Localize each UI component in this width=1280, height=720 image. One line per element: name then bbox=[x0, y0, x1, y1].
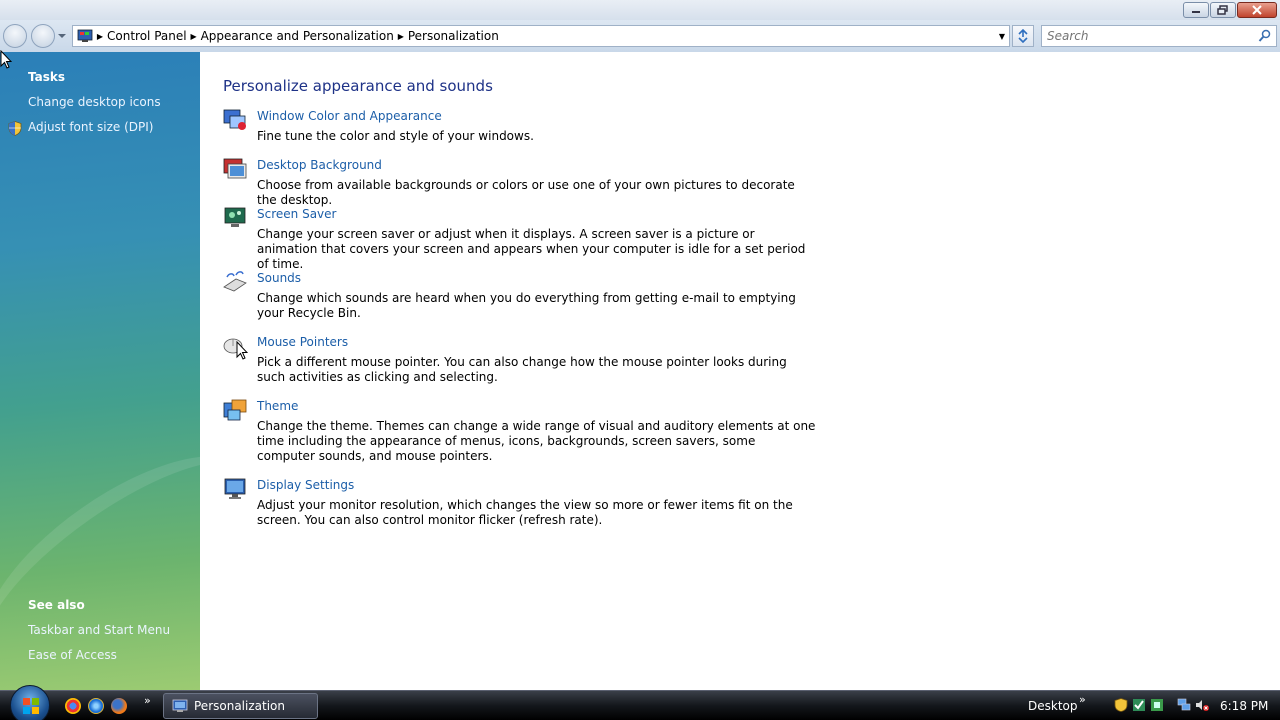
page-title: Personalize appearance and sounds bbox=[223, 77, 493, 95]
mouse-pointers-description: Pick a different mouse pointer. You can also change how the mouse pointer looks during such activities as clicking and selecting. bbox=[257, 355, 787, 384]
search-input[interactable] bbox=[1042, 26, 1252, 46]
title-bar bbox=[0, 0, 1280, 20]
desktop-toolbar-more-button[interactable]: » bbox=[1079, 693, 1086, 706]
window-controls bbox=[1183, 2, 1277, 18]
window-color-link[interactable]: Window Color and Appearance bbox=[257, 109, 442, 123]
refresh-button[interactable] bbox=[1012, 25, 1034, 47]
theme-description: Change the theme. Themes can change a wide range of visual and auditory elements at one time including the appearance of menus, icons, backgrounds, screen savers, some computer sounds, and mouse pointers. bbox=[257, 419, 816, 463]
windows-logo-icon bbox=[11, 686, 51, 720]
mouse-pointers-link[interactable]: Mouse Pointers bbox=[257, 335, 349, 349]
quick-launch-more-button[interactable]: » bbox=[144, 694, 151, 707]
window-color-icon bbox=[222, 107, 248, 133]
desktop-background-link[interactable]: Desktop Background bbox=[257, 158, 382, 172]
close-icon bbox=[1251, 5, 1263, 15]
chrome-icon[interactable] bbox=[65, 698, 81, 714]
breadcrumb-separator[interactable]: ▶ bbox=[96, 31, 104, 41]
breadcrumb-appearance[interactable]: Appearance and Personalization bbox=[200, 29, 394, 43]
volume-muted-icon[interactable] bbox=[1195, 698, 1209, 712]
taskbar-button-personalization[interactable] bbox=[163, 693, 318, 719]
search-box bbox=[1041, 25, 1277, 47]
sidebar bbox=[0, 52, 200, 690]
navigation-bar bbox=[0, 20, 1280, 52]
display-settings-icon bbox=[222, 476, 248, 502]
minimize-icon bbox=[1191, 6, 1201, 14]
screen-saver-link[interactable]: Screen Saver bbox=[257, 207, 337, 221]
security-shield-icon[interactable] bbox=[1114, 698, 1128, 712]
display-settings-description: Adjust your monitor resolution, which changes the view so more or fewer items fit on the screen. You can also control monitor flicker (refresh rate). bbox=[257, 498, 793, 527]
recent-pages-dropdown[interactable] bbox=[58, 32, 66, 40]
restore-icon bbox=[1217, 5, 1229, 15]
breadcrumb-personalization[interactable]: Personalization bbox=[407, 29, 499, 43]
screen-saver-description: Change your screen saver or adjust when it displays. A screen saver is a picture or animation that covers your screen and appears when your computer is idle for a set period of time. bbox=[257, 227, 806, 271]
breadcrumb-control-panel[interactable]: Control Panel bbox=[107, 29, 187, 43]
minimize-button[interactable] bbox=[1183, 2, 1209, 18]
internet-explorer-icon[interactable] bbox=[88, 698, 104, 714]
sounds-icon bbox=[222, 269, 248, 295]
close-button[interactable] bbox=[1237, 2, 1277, 18]
desktop-toolbar-label[interactable]: Desktop bbox=[1028, 699, 1078, 713]
uac-shield-icon bbox=[8, 121, 22, 136]
refresh-icon bbox=[1016, 29, 1030, 43]
search-icon[interactable] bbox=[1258, 29, 1272, 43]
antivirus-check-icon[interactable] bbox=[1132, 698, 1146, 712]
system-clock[interactable]: 6:18 PM bbox=[1220, 699, 1269, 713]
theme-icon bbox=[222, 397, 248, 423]
main-content bbox=[200, 52, 1280, 690]
tasks-heading: Tasks bbox=[28, 70, 66, 84]
theme-link[interactable]: Theme bbox=[257, 399, 299, 413]
firefox-icon[interactable] bbox=[111, 698, 127, 714]
breadcrumb-separator[interactable]: ▶ bbox=[397, 31, 404, 41]
sounds-link[interactable]: Sounds bbox=[257, 271, 302, 285]
sidebar-link-change-desktop-icons[interactable]: Change desktop icons bbox=[28, 95, 161, 109]
mouse-cursor-icon bbox=[0, 50, 12, 70]
breadcrumb-separator[interactable]: ▶ bbox=[190, 31, 197, 41]
display-settings-link[interactable]: Display Settings bbox=[257, 478, 355, 492]
sidebar-link-taskbar-start-menu[interactable]: Taskbar and Start Menu bbox=[28, 623, 171, 637]
address-bar[interactable] bbox=[72, 25, 1010, 47]
sounds-description: Change which sounds are heard when you do everything from getting e-mail to emptying your Recycle Bin. bbox=[257, 291, 796, 320]
start-button[interactable] bbox=[10, 685, 50, 720]
desktop-background-description: Choose from available backgrounds or colors or use one of your own pictures to decorate the desktop. bbox=[257, 178, 795, 207]
taskbar bbox=[0, 690, 1280, 720]
forward-button[interactable] bbox=[31, 24, 55, 48]
see-also-heading: See also bbox=[28, 598, 85, 612]
network-icon[interactable] bbox=[1177, 698, 1191, 712]
maximize-button[interactable] bbox=[1210, 2, 1236, 18]
taskbar-button-label: Personalization bbox=[194, 699, 285, 713]
window-color-description: Fine tune the color and style of your windows. bbox=[257, 129, 534, 143]
screen-saver-icon bbox=[222, 205, 248, 231]
back-button[interactable] bbox=[3, 24, 27, 48]
control-panel-icon bbox=[77, 28, 93, 44]
sidebar-link-ease-of-access[interactable]: Ease of Access bbox=[28, 648, 117, 662]
sidebar-link-adjust-font-size[interactable]: Adjust font size (DPI) bbox=[28, 120, 154, 134]
app-tray-icon[interactable] bbox=[1150, 698, 1164, 712]
desktop-background-icon bbox=[222, 156, 248, 182]
personalization-window-icon bbox=[172, 698, 188, 714]
mouse-cursor-icon bbox=[236, 341, 248, 361]
address-dropdown-icon[interactable]: ▼ bbox=[998, 32, 1005, 41]
